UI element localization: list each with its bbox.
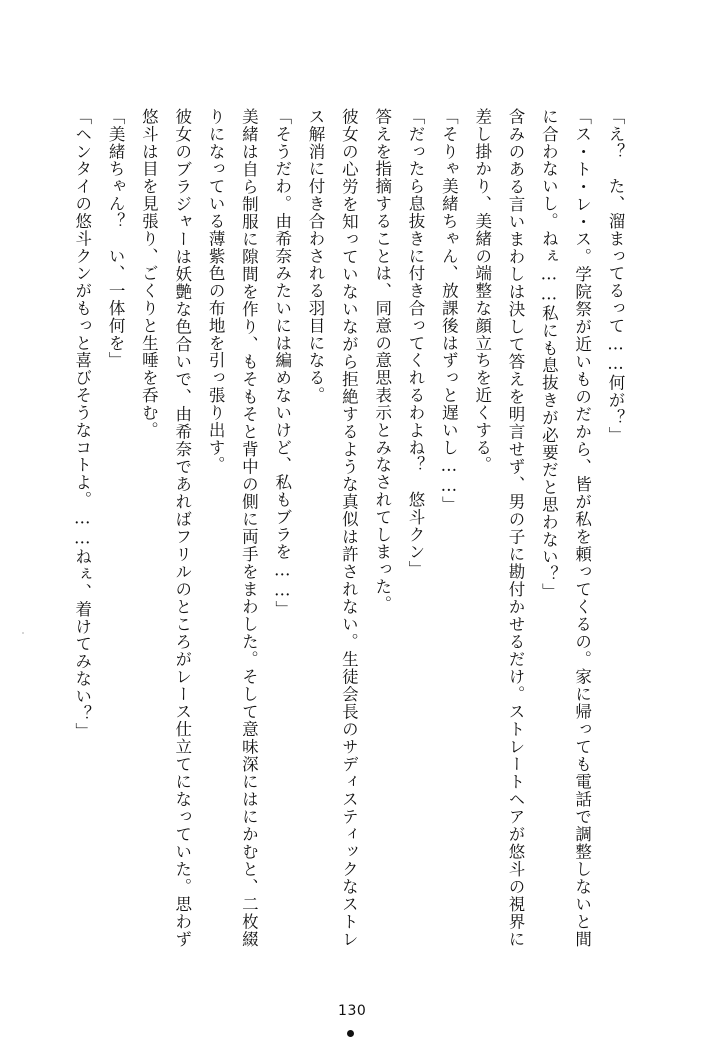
paragraph: 美緒は自ら制服に隙間を作り、もそもそと背中の側に両手をまわした。そして意味深にはにかむと、二枚綴りになっている薄紫色の布地を引っ張り出す。 [206,108,259,948]
paragraph: 「ス・ト・レ・ス。学院祭が近いものだから、皆が私を頼ってくるの。家に帰っても電話で調整しないと間に合わないし。ねぇ……私にも息抜きが必要だと思わない？」 [539,108,592,948]
paragraph: 彼女のブラジャーは妖艶な色合いで、由希奈であればフリルのところがレース仕立てになっていた。思わず悠斗は目を見張り、ごくりと生唾を呑む。 [139,108,192,948]
paragraph: 「え？ た、溜まってるって……何が？」 [606,108,625,444]
page-number: 130 [338,1003,367,1019]
paragraph: 「そりゃ美緒ちゃん、放課後はずっと遅いし……」 [439,108,459,514]
paragraph: 「だったら息抜きに付き合ってくれるわよね？ 悠斗クン」 [406,108,426,579]
paragraph: 彼女の心労を知っていないながら拒絶するような真似は許されない。生徒会長のサディスティックなストレス解消に付き合わされる羽目になる。 [306,108,359,948]
paragraph: 「ヘンタイの悠斗クンがもっと喜びそうなコトよ。……ねぇ、着けてみない？」 [72,108,92,740]
paragraph: 答えを指摘することは、同意の意思表示とみなされてしまった。 [372,108,392,613]
scan-speck [22,632,24,634]
paragraph: 含みのある言いまわしは決して答えを明言せず、男の子に勘付かせるだけ。ストレートヘアが悠斗の視界に差し掛かり、美緒の端整な顔立ちを近くする。 [472,108,526,948]
paragraph: 「そうだわ。由希奈みたいには編めないけど、私もブラを……」 [272,108,292,618]
novel-body-text [72,108,632,948]
page-marker-dot [347,1030,354,1037]
paragraph: 「美緒ちゃん？ い、一体何を」 [106,108,126,370]
